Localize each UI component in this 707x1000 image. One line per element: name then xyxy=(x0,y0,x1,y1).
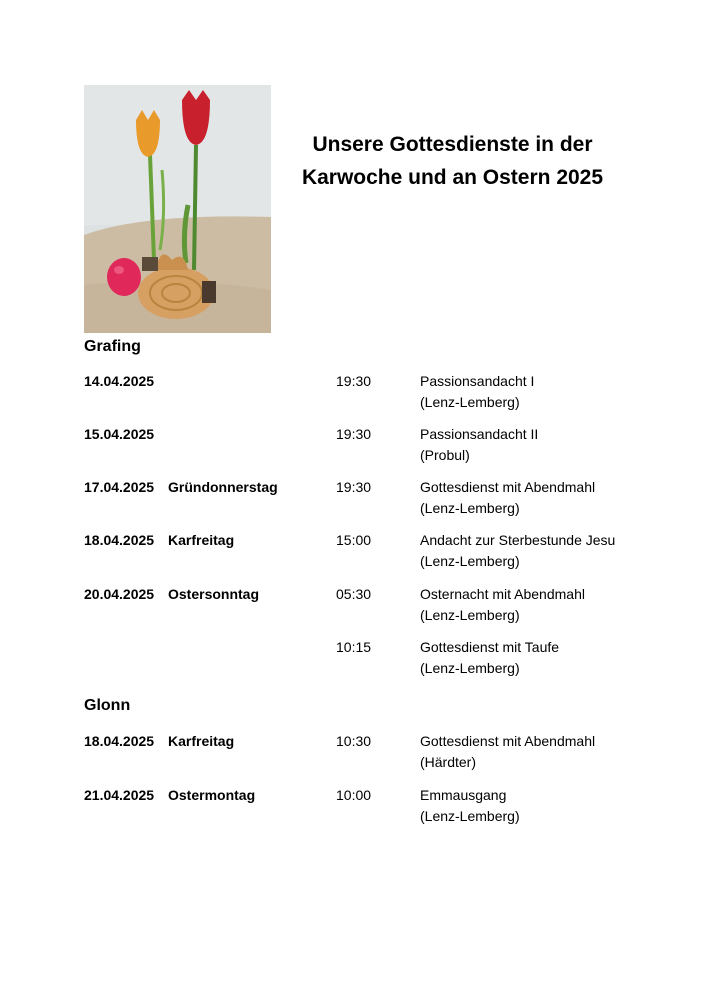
service-date: 14.04.2025 xyxy=(84,373,155,389)
service-time: 10:30 xyxy=(336,733,372,749)
service-time: 15:00 xyxy=(336,532,372,548)
service-day: Ostermontag xyxy=(168,787,256,803)
service-title: Gottesdienst mit Abendmahl xyxy=(420,733,596,749)
service-day: Karfreitag xyxy=(168,733,235,749)
service-time: 10:00 xyxy=(336,787,372,803)
service-row xyxy=(0,530,707,574)
service-row xyxy=(0,371,707,415)
service-row xyxy=(0,584,707,628)
service-title: Passionsandacht I xyxy=(420,373,535,389)
photo-illustration xyxy=(84,85,271,333)
service-date: 18.04.2025 xyxy=(84,733,155,749)
service-row xyxy=(0,424,707,468)
service-leader: (Härdter) xyxy=(420,754,477,770)
service-day: Gründonnerstag xyxy=(168,479,278,495)
service-row xyxy=(0,637,707,681)
service-row xyxy=(0,785,707,829)
service-leader: (Lenz-Lemberg) xyxy=(420,660,520,676)
service-title: Andacht zur Sterbestunde Jesu xyxy=(420,532,616,548)
service-title: Osternacht mit Abendmahl xyxy=(420,586,585,602)
service-title: Emmausgang xyxy=(420,787,507,803)
service-time: 10:15 xyxy=(336,639,372,655)
service-time: 19:30 xyxy=(336,373,372,389)
service-leader: (Lenz-Lemberg) xyxy=(420,500,520,516)
service-date: 17.04.2025 xyxy=(84,479,155,495)
service-date: 15.04.2025 xyxy=(84,426,155,442)
service-title: Gottesdienst mit Abendmahl xyxy=(420,479,596,495)
title-line-1: Unsere Gottesdienste in der xyxy=(312,133,593,156)
service-leader: (Lenz-Lemberg) xyxy=(420,607,520,623)
service-leader: (Lenz-Lemberg) xyxy=(420,808,520,824)
service-row xyxy=(0,477,707,521)
service-title: Passionsandacht II xyxy=(420,426,539,442)
title-line-2: Karwoche und an Ostern 2025 xyxy=(301,166,604,189)
section-heading-glonn: Glonn xyxy=(84,697,131,714)
service-day: Ostersonntag xyxy=(168,586,260,602)
service-time: 05:30 xyxy=(336,586,372,602)
service-leader: (Lenz-Lemberg) xyxy=(420,394,520,410)
service-day: Karfreitag xyxy=(168,532,235,548)
service-time: 19:30 xyxy=(336,479,372,495)
service-date: 21.04.2025 xyxy=(84,787,155,803)
service-time: 19:30 xyxy=(336,426,372,442)
tulips-and-wooden-bunny-photo xyxy=(84,85,271,333)
service-row xyxy=(0,731,707,775)
service-date: 18.04.2025 xyxy=(84,532,155,548)
section-heading-grafing: Grafing xyxy=(84,338,141,355)
service-leader: (Probul) xyxy=(420,447,470,463)
service-title: Gottesdienst mit Taufe xyxy=(420,639,560,655)
service-leader: (Lenz-Lemberg) xyxy=(420,553,520,569)
page-title xyxy=(280,128,625,194)
service-date: 20.04.2025 xyxy=(84,586,155,602)
